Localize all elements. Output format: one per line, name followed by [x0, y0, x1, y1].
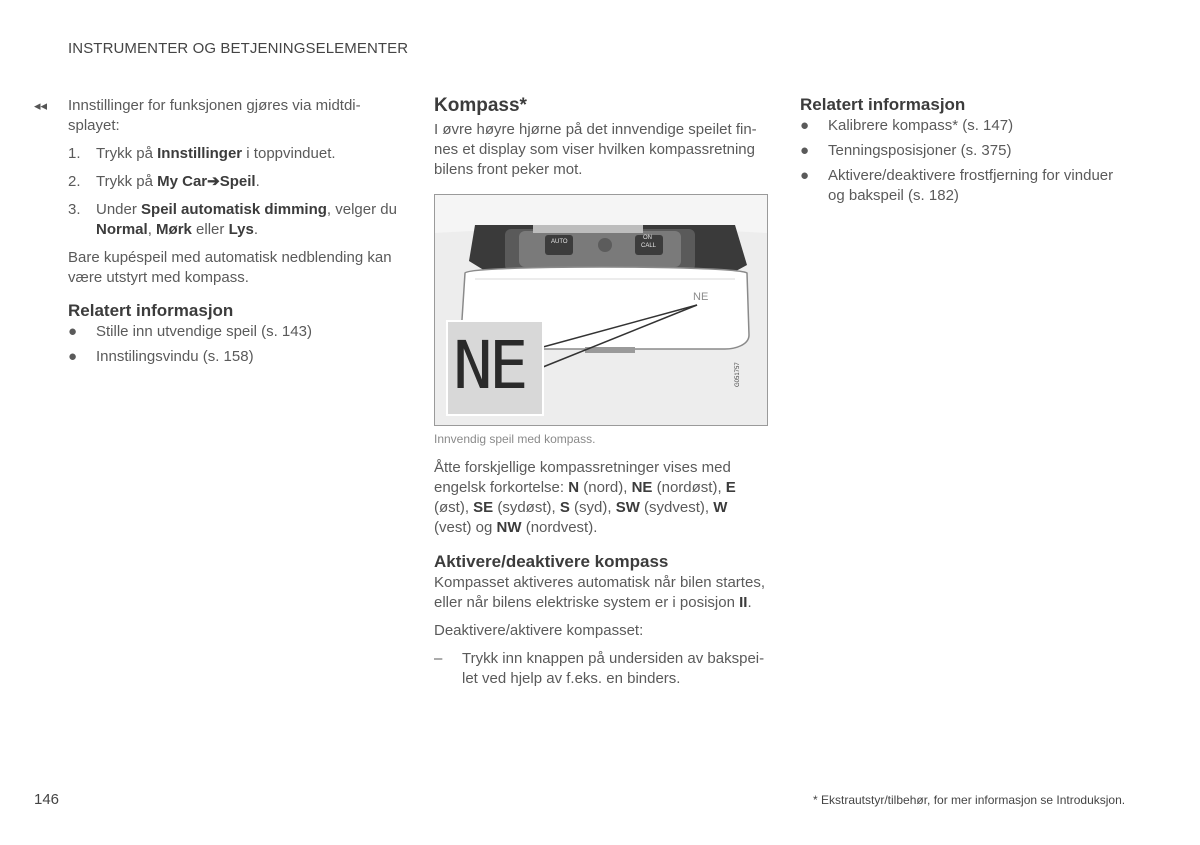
related-link-label: Stille inn utvendige speil (s. 143)	[96, 323, 312, 340]
related-link-label: Innstilingsvindu (s. 158)	[96, 348, 254, 365]
menu-term-my-car: My Car	[157, 173, 208, 190]
bullet-icon: ●	[68, 348, 78, 365]
console-button-call: CALL	[641, 243, 657, 249]
dash-marker: –	[434, 650, 443, 667]
right-column	[800, 94, 1130, 206]
related-link[interactable]	[68, 347, 399, 367]
zoomed-compass-display: NE	[453, 327, 525, 404]
intro-text: Innstillinger for funksjonen gjøres via midtdi-splayet:	[68, 97, 361, 134]
related-heading: Relatert informasjon	[800, 95, 966, 114]
directions-text	[434, 458, 769, 538]
page-number: 146	[34, 791, 60, 808]
body-text: (nordøst),	[652, 479, 726, 496]
left-column	[34, 96, 399, 367]
step-text: Under	[96, 201, 142, 218]
menu-term-speil: Speil	[219, 173, 256, 190]
step-2	[68, 172, 399, 192]
direction-nw: NW	[496, 519, 522, 536]
related-link-label: Tenningsposisjoner (s. 375)	[828, 142, 1012, 159]
related-heading: Relatert informasjon	[68, 301, 234, 320]
body-text: (sydøst),	[493, 499, 560, 516]
step-text: , velger du	[326, 201, 397, 218]
mirror-compass-figure	[434, 194, 768, 426]
step-text: .	[255, 173, 260, 190]
body-text: (syd),	[569, 499, 616, 516]
arrow-right-icon: ➔	[207, 173, 220, 190]
figure-caption: Innvendig speil med kompass.	[434, 432, 596, 446]
option-mork: Mørk	[156, 221, 192, 238]
body-text: (øst),	[434, 499, 474, 516]
direction-ne: NE	[631, 479, 653, 496]
step-text: .	[253, 221, 259, 238]
bullet-icon: ●	[800, 117, 810, 134]
previous-page-marker: ◂◂	[34, 98, 48, 113]
step-number: 2.	[68, 173, 81, 190]
body-text: (sydvest),	[639, 499, 714, 516]
menu-term-speil-dimming: Speil automatisk dimming	[141, 201, 327, 218]
console-button-on: ON	[643, 235, 652, 241]
direction-n: N	[568, 479, 580, 496]
related-link[interactable]	[800, 166, 1130, 206]
body-text: Åtte forskjellige kompassretninger vises med engelsk forkortelse:	[434, 459, 731, 496]
activate-text	[434, 573, 769, 613]
step-text: i toppvinduet.	[242, 145, 336, 162]
dash-item-text: Trykk inn knappen på undersiden av bakspei-let ved hjelp av f.eks. en binders.	[462, 650, 765, 687]
body-text: (vest) og	[434, 519, 497, 536]
option-lys: Lys	[228, 221, 254, 238]
body-text: Kompasset aktiveres automatisk når bilen startes, eller når bilens elektriske system er i posisjon	[434, 574, 765, 611]
direction-w: W	[713, 499, 728, 516]
step-list	[68, 144, 399, 240]
step-text: Trykk på	[96, 145, 158, 162]
sub-heading: Aktivere/deaktivere kompass	[434, 552, 669, 571]
note-text: Bare kupéspeil med automatisk nedblending kan være utstyrt med kompass.	[68, 249, 392, 286]
related-link[interactable]	[800, 116, 1130, 136]
console-button-auto: AUTO	[551, 239, 568, 245]
deactivate-text: Deaktivere/aktivere kompasset:	[434, 622, 644, 639]
direction-s: S	[559, 499, 570, 516]
related-link-label: Kalibrere kompass* (s. 147)	[828, 117, 1014, 134]
step-text: Trykk på	[96, 173, 158, 190]
step-3	[68, 200, 399, 240]
step-text: ,	[147, 221, 157, 238]
related-link-label: Aktivere/deaktivere frostfjerning for vinduer og bakspeil (s. 182)	[828, 167, 1114, 204]
menu-term-innstillinger: Innstillinger	[157, 145, 243, 162]
step-number: 3.	[68, 201, 81, 218]
step-text: eller	[191, 221, 229, 238]
step-1	[68, 144, 399, 164]
option-normal: Normal	[96, 221, 148, 238]
related-link[interactable]	[800, 141, 1130, 161]
step-number: 1.	[68, 145, 81, 162]
intro-text: I øvre høyre hjørne på det innvendige speilet fin-nes et display som viser hvilken kompassretning bilens front peker mot.	[434, 121, 757, 178]
middle-column-lower	[434, 429, 769, 689]
dash-item	[434, 649, 769, 689]
figure-id: G051757	[735, 362, 741, 387]
bullet-icon: ●	[68, 323, 78, 340]
direction-se: SE	[473, 499, 494, 516]
ignition-position: II	[739, 594, 748, 611]
direction-sw: SW	[615, 499, 640, 516]
related-link[interactable]	[68, 322, 399, 342]
bullet-icon: ●	[800, 142, 810, 159]
footnote: * Ekstrautstyr/tilbehør, for mer informasjon se Introduksjon.	[813, 793, 1126, 807]
running-header: INSTRUMENTER OG BETJENINGSELEMENTER	[68, 40, 409, 57]
middle-column	[434, 94, 769, 180]
section-title: Kompass*	[434, 95, 527, 116]
body-text: (nord),	[579, 479, 632, 496]
bullet-icon: ●	[800, 167, 810, 184]
body-text: .	[747, 594, 752, 611]
direction-e: E	[725, 479, 736, 496]
body-text: (nordvest).	[521, 519, 598, 536]
mirror-compass-display: NE	[693, 291, 709, 303]
